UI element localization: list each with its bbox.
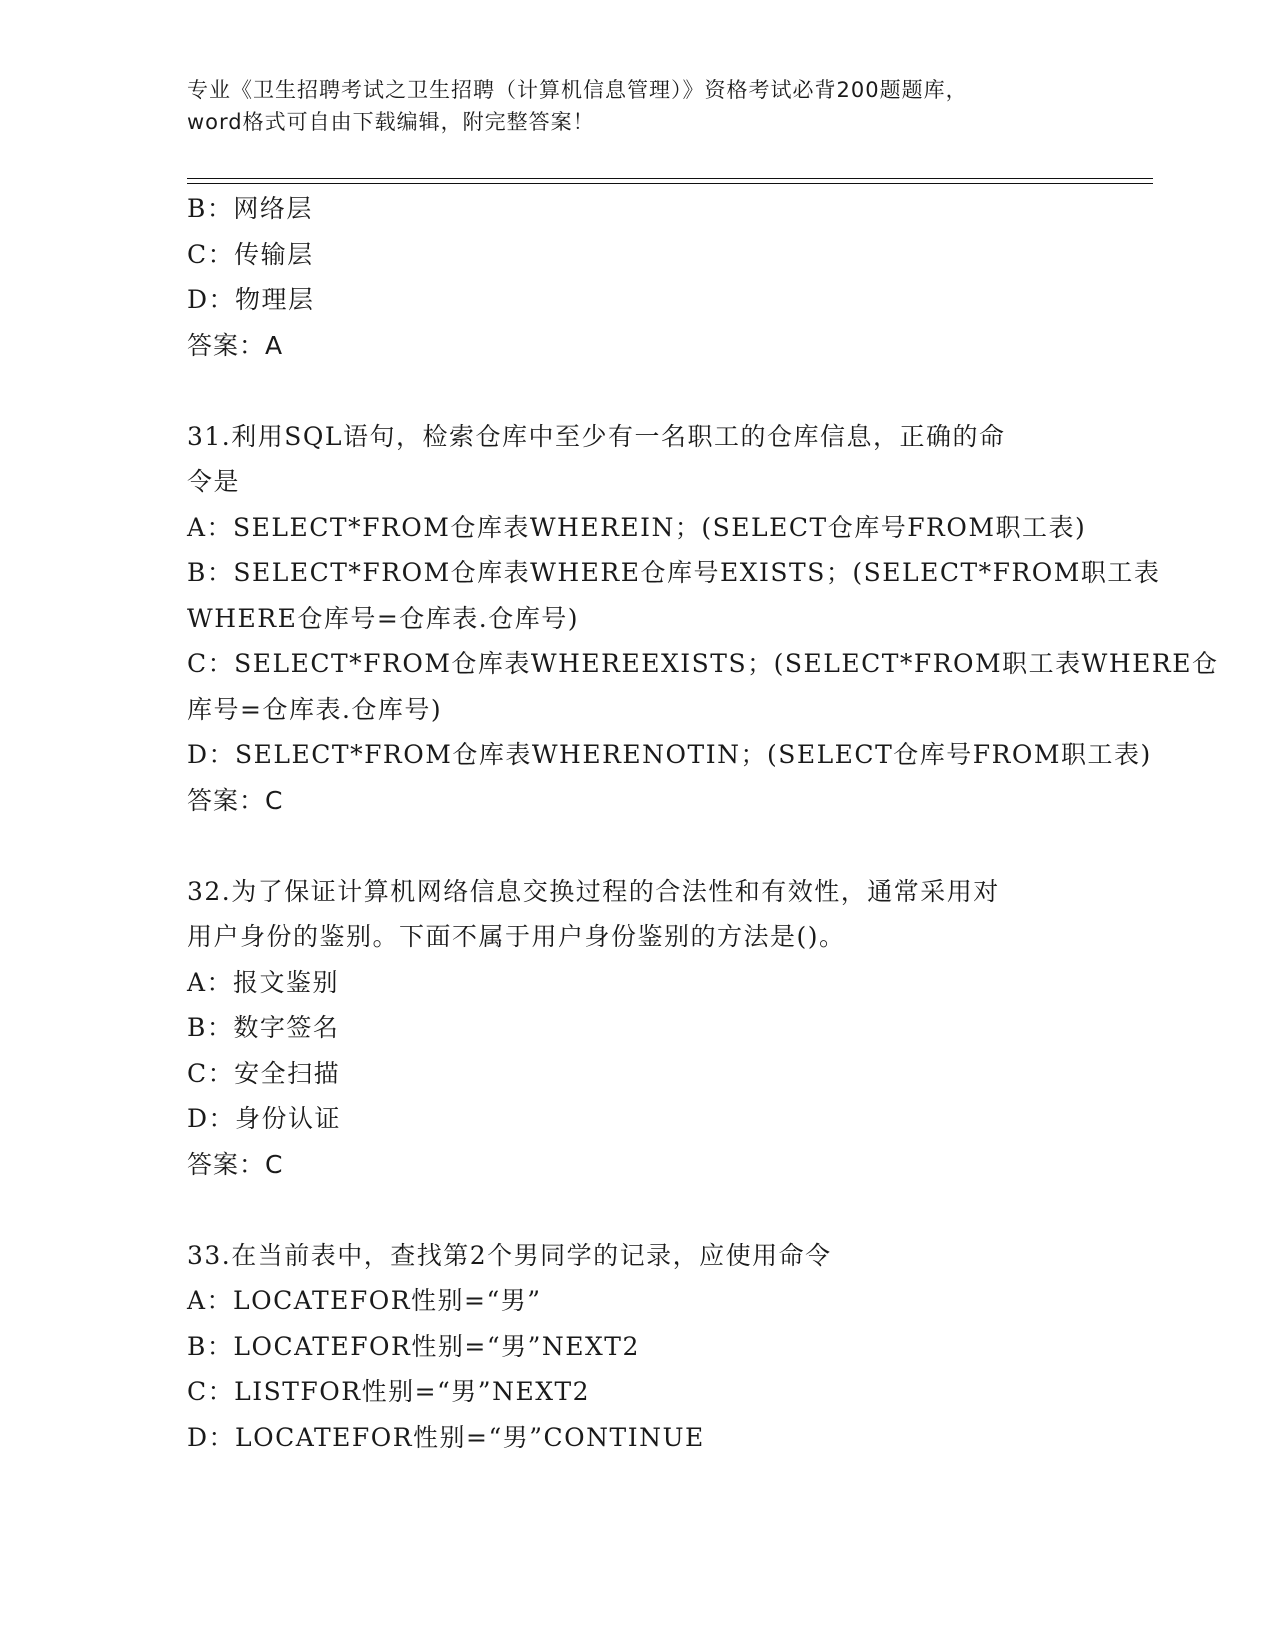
question-list [187,186,1219,1460]
header-title-line-2: word格式可自由下载编辑，附完整答案！ [187,110,595,134]
option-d: D：LOCATEFOR性别=“男”CONTINUE [187,1422,705,1452]
option-c: C：SELECT*FROM仓库表WHEREEXISTS；(SELECT*FROM职工表WHERE仓 [187,649,1219,678]
question-stem: 令是 [187,467,241,496]
document-header [187,74,1087,138]
answer-line: 答案：A [187,330,284,360]
option-b-continued: WHERE仓库号=仓库表.仓库号) [187,603,579,633]
option-d: D：物理层 [187,285,315,314]
header-divider-bottom [187,183,1153,184]
option-b: B：网络层 [187,194,313,223]
spacer [187,823,1087,869]
option-a: A：LOCATEFOR性别=“男” [187,1286,542,1315]
question-31 [187,414,1219,824]
option-c: C：LISTFOR性别=“男”NEXT2 [187,1377,591,1406]
question-33 [187,1233,1087,1461]
question-stem: 31.利用SQL语句，检索仓库中至少有一名职工的仓库信息，正确的命 [187,421,1006,451]
spacer [187,1187,1087,1233]
option-c: C：传输层 [187,239,314,269]
option-a: A：报文鉴别 [187,967,340,997]
option-b: B：LOCATEFOR性别=“男”NEXT2 [187,1331,640,1361]
option-a: A：SELECT*FROM仓库表WHEREIN；(SELECT仓库号FROM职工表) [187,512,1087,542]
option-b: B：SELECT*FROM仓库表WHERE仓库号EXISTS；(SELECT*FROM职工表 [187,558,1161,587]
answer-line: 答案：C [187,785,284,815]
option-c: C：安全扫描 [187,1058,341,1088]
question-stem: 用户身份的鉴别。下面不属于用户身份鉴别的方法是()。 [187,922,846,951]
question-stem: 33.在当前表中，查找第2个男同学的记录，应使用命令 [187,1240,832,1270]
answer-line: 答案：C [187,1149,284,1179]
header-title-line-1: 专业《卫生招聘考试之卫生招聘（计算机信息管理）》资格考试必背200题题库， [187,78,968,102]
option-c-continued: 库号=仓库表.仓库号) [187,694,443,724]
header-divider-top [187,178,1153,179]
option-d: D：身份认证 [187,1104,342,1133]
question-stem: 32.为了保证计算机网络信息交换过程的合法性和有效性，通常采用对 [187,876,1000,906]
option-d: D：SELECT*FROM仓库表WHERENOTIN；(SELECT仓库号FROM职工表) [187,740,1152,769]
question-32 [187,869,1087,1188]
question-30-tail [187,186,1087,368]
spacer [187,368,1087,414]
option-b: B：数字签名 [187,1013,340,1042]
